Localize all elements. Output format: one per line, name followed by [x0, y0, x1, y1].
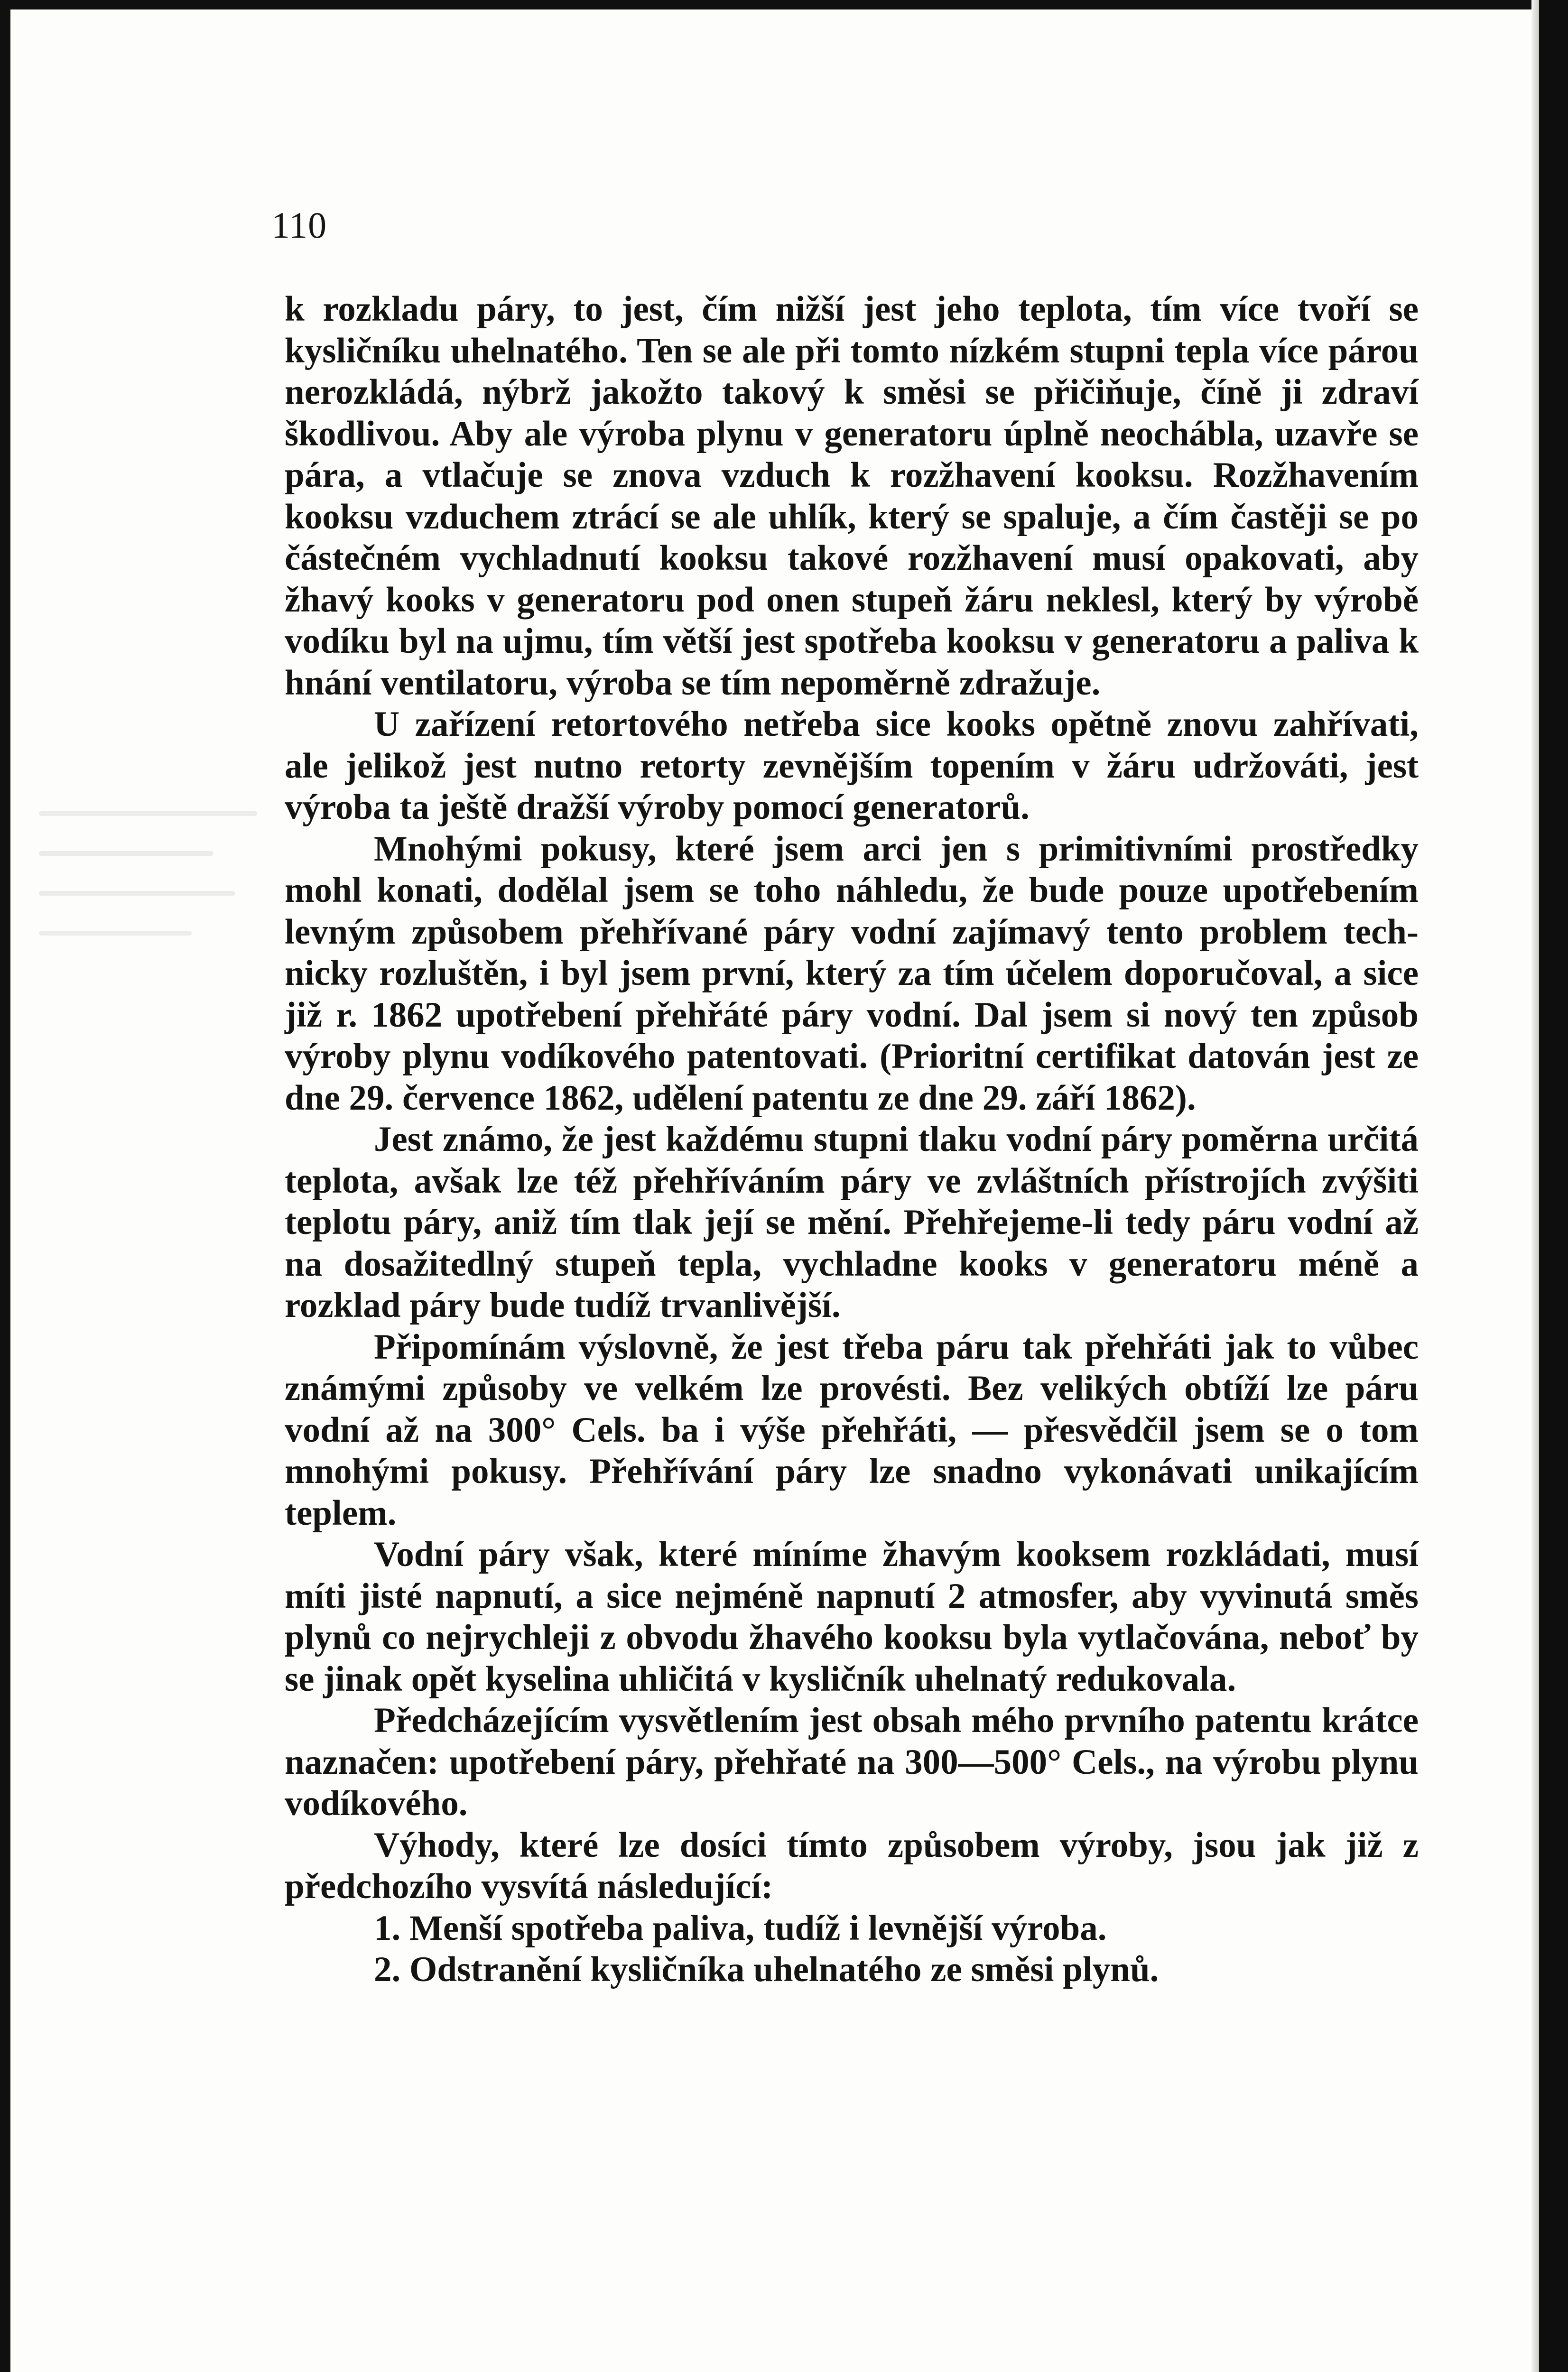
paragraph: Připomínám výslovně, že jest třeba páru tak přehřáti jak to vůbec známými způsoby ve velkém lze provésti. Bez velikých obtíží lze páru vodní až na 300° Cels. ba i výše přehřáti, — přesvědčil jsem se o tom mnohými pokusy. Přehřívání páry lze snadno vykonávati unikajícím teplem.	[285, 1327, 1419, 1533]
paragraph: Mnohými pokusy, které jsem arci jen s primitivními prostředky mohl konati, dodělal jsem se toho náhledu, že bude pouze upotřebením levným způsobem přehřívané páry vodní zajímavý tento problem technicky rozluštěn, i byl jsem první, který za tím účelem doporučoval, a sice již r. 1862 upotřebení přehřáté páry vodní. Dal jsem si nový ten způsob výroby plynu vodíkového patentovati. (Prioritní certifikat datován jest ze dne 29. července 1862, udělení patentu ze dne 29. září 1862).	[285, 829, 1419, 1118]
paragraph: Jest známo, že jest každému stupni tlaku vodní páry poměrna určitá teplota, avšak lze též přehříváním páry ve zvláštních přístrojích zvýšiti teplotu páry, aniž tím tlak její se mění. Přehřejeme-li tedy páru vodní až na dosažitedlný stupeň tepla, vychladne kooks v generatoru méně a rozklad páry bude tudíž trvanlivější.	[285, 1120, 1419, 1325]
paragraph: Předcházejícím vysvětlením jest obsah mého prvního patentu krátce naznačen: upotřebení páry, přehřaté na 300—500° Cels., na výrobu plynu vodíkového.	[285, 1701, 1419, 1823]
bleed-through-marks	[39, 811, 257, 982]
scan-border	[1539, 0, 1568, 2372]
list-item: 2. Odstranění kysličníka uhelnatého ze směsi plynů.	[374, 1950, 1159, 1989]
paragraph: U zařízení retortového netřeba sice kooks opětně znovu zahřívati, ale jelikož jest nutno retorty zevnějším topením v žáru udržováti, jest výroba ta ještě dražší výroby pomocí generatorů.	[285, 704, 1419, 827]
list-item: 1. Menší spotřeba paliva, tudíž i levnější výroba.	[374, 1908, 1107, 1948]
paragraph: k rozkladu páry, to jest, čím nižší jest jeho teplota, tím více tvoří se kysličníku uhelnatého. Ten se ale při tomto nízkém stupni tepla více párou nerozkládá, nýbrž jakožto takový k směsi se přičiňuje, číně ji zdraví škodlivou. Aby ale výroba plynu v generatoru úplně neochábla, uzavře se pára, a vtlačuje se znova vzduch k rozžhavení kooksu. Rozžhavením kooksu vzduchem ztrácí se ale uhlík, který se spaluje, a čím častěji se po částečném vychladnutí kooksu takové rozžhavení musí opakovati, aby žhavý kooks v generatoru pod onen stupeň žáru neklesl, který by výrobě vodíku byl na ujmu, tím větší jest spotřeba kooksu v generatoru a paliva k hnání ventilatoru, výroba se tím nepoměrně zdražuje.	[285, 289, 1419, 703]
body-text	[285, 288, 1419, 1991]
paragraph: Výhody, které lze dosíci tímto způsobem výroby, jsou jak již z předchozího vysvítá následující:	[285, 1825, 1419, 1906]
page-edge-shadow	[1531, 0, 1539, 2372]
page-number: 110	[271, 204, 327, 246]
book-page	[10, 9, 1545, 2372]
paragraph: Vodní páry však, které míníme žhavým kooksem rozkládati, musí míti jisté napnutí, a sice nejméně napnutí 2 atmosfer, aby vyvinutá směs plynů co nejrychleji z obvodu žhavého kooksu byla vytlačována, neboť by se jinak opět kyselina uhličitá v kysličník uhelnatý redukovala.	[285, 1535, 1419, 1699]
